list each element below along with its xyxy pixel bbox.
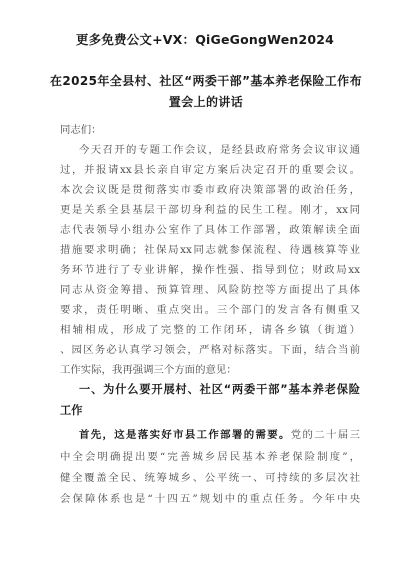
body-line-with-lead [79, 428, 360, 442]
watermark-header: 更多免费公文+VX：QiGeGongWen2024 [75, 32, 335, 47]
body-line: 务环节进行了专业讲解，操作性强、指导到位；财政局xx [60, 264, 360, 276]
body-line: 同志从资金筹措、预算管理、风险防控等方面提出了具体 [60, 284, 360, 296]
document-title-line-2: 置会上的讲话 [168, 95, 244, 109]
body-line: 、园区务必认真学习领会，严格对标落实。下面，结合当前 [60, 344, 360, 356]
body-line-rest: 党的二十届三 [290, 429, 360, 441]
section-heading-line-1: 一、为什么要开展村、社区“两委干部”基本养老保险 [79, 383, 360, 396]
salutation: 同志们： [60, 124, 102, 136]
document-title-line-1: 在2025年全县村、社区“两委干部”基本养老保险工作布 [50, 74, 362, 88]
body-line: 本次会议既是贯彻落实市委市政府决策部署的政治任务， [60, 184, 360, 196]
body-line: 中全会明确提出要“完善城乡居民基本养老保险制度”， [60, 451, 360, 463]
body-line: 健全覆盖全民、统筹城乡、公平统一、可持续的多层次社 [60, 472, 360, 484]
body-line: 要求，责任明晰、重点突出。三个部门的发言各有侧重又 [60, 304, 360, 316]
body-line: 今天召开的专题工作会议，是经县政府常务会议审议通 [79, 144, 360, 156]
body-line: 会保障体系也是“十四五”规划中的重点任务。今年中央 [60, 493, 360, 505]
body-line: 志代表领导小组办公室作了具体工作部署，政策解读全面 [60, 224, 360, 236]
body-line: 过，并报请xx县长亲自审定方案后决定召开的重要会议。 [60, 164, 360, 176]
body-line: 相辅相成，形成了完整的工作闭环，请各乡镇（街道） [60, 324, 360, 336]
body-line: 更是关系全县基层干部切身利益的民生工程。刚才，xx同 [60, 204, 360, 216]
body-line: 措施要求明确；社保局xx同志就参保流程、待遇核算等业 [60, 244, 360, 256]
body-line: 工作实际，我再强调三个方面的意见： [60, 364, 237, 376]
lead-sentence: 首先，这是落实好市县工作部署的需要。 [79, 429, 291, 441]
section-heading-line-2: 工作 [60, 404, 83, 417]
